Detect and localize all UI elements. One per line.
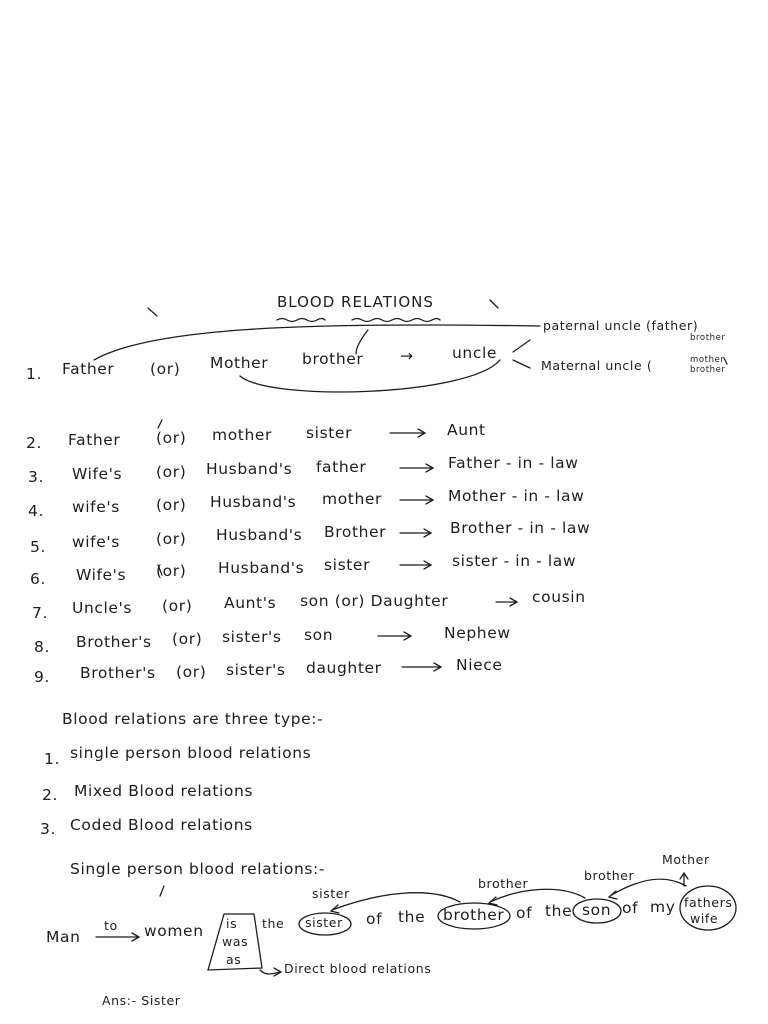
tick-person	[160, 886, 164, 896]
paternal-uncle: paternal uncle (father)	[543, 318, 699, 333]
row1-or: (or)	[150, 360, 181, 378]
maternal-note-2: brother	[690, 365, 726, 375]
word-the-1: the	[262, 916, 285, 931]
row-term-c: Aunt's	[224, 594, 277, 612]
man-to-arrow	[96, 933, 139, 941]
row-term-c: Husband's	[210, 493, 297, 511]
word-women: women	[144, 922, 204, 940]
row1-uncle: uncle	[452, 344, 498, 362]
branch-down	[513, 360, 530, 368]
row-number: 9.	[34, 668, 50, 686]
label-mother: Mother	[662, 852, 710, 867]
row-number: 6.	[30, 570, 46, 588]
label-brother-2: brother	[584, 868, 635, 883]
row-term-d: sister	[324, 556, 371, 574]
row-term-or: (or)	[176, 663, 207, 681]
word-of-3: of	[622, 899, 639, 917]
row-term-a: Brother's	[76, 633, 152, 651]
title-underline	[277, 319, 440, 322]
row-term-a: Father	[68, 431, 121, 449]
row-term-or: (or)	[156, 496, 187, 514]
row-term-d: Brother	[324, 523, 387, 541]
type-number: 2.	[42, 786, 58, 804]
word-brother: brother	[443, 906, 505, 924]
row-term-d: mother	[322, 490, 382, 508]
row-number: 5.	[30, 538, 46, 556]
row-term-d: sister	[306, 424, 353, 442]
row1-arrow: →	[400, 347, 414, 365]
row-term-a: Wife's	[76, 566, 127, 584]
row-term-c: Husband's	[206, 460, 293, 478]
row1-brother: brother	[302, 350, 364, 368]
word-my: my	[650, 898, 676, 916]
row-term-c: Husband's	[216, 526, 303, 544]
single-heading: Single person blood relations:-	[70, 860, 326, 878]
row-term-a: Wife's	[72, 465, 123, 483]
row-term-d: son (or) Daughter	[300, 592, 449, 610]
word-of-2: of	[516, 904, 533, 922]
paternal-note: brother	[690, 333, 726, 343]
word-son: son	[582, 901, 612, 919]
word-the-3: the	[545, 902, 573, 920]
row-number: 7.	[32, 604, 48, 622]
row-term-a: Uncle's	[72, 599, 133, 617]
row-term-a: wife's	[72, 533, 120, 551]
branch-up	[513, 340, 530, 352]
type-text: single person blood relations	[70, 744, 312, 762]
row-term-c: sister's	[226, 661, 286, 679]
label-sister: sister	[312, 886, 350, 901]
row-term-d: son	[304, 626, 334, 644]
row-term-c: sister's	[222, 628, 282, 646]
tick-mark-left	[148, 308, 157, 316]
row-term-or: (or)	[162, 597, 193, 615]
type-text: Coded Blood relations	[70, 816, 253, 834]
row-result: Mother - in - law	[448, 487, 585, 505]
row-term-or: (or)	[172, 630, 203, 648]
word-the-2: the	[398, 908, 426, 926]
type-number: 3.	[40, 820, 56, 838]
row-term-a: Brother's	[80, 664, 156, 682]
row-term-or: (or)	[156, 562, 187, 580]
row1-father: Father	[62, 360, 115, 378]
row-term-d: daughter	[306, 659, 382, 677]
type-text: Mixed Blood relations	[74, 782, 254, 800]
row-result: Aunt	[447, 421, 486, 439]
type-number: 1.	[44, 750, 60, 768]
row-number: 2.	[26, 434, 42, 452]
arrow-brother-sister	[331, 893, 460, 913]
row-term-c: mother	[212, 426, 272, 444]
row-result: Niece	[456, 656, 503, 674]
direct-blood-relations: Direct blood relations	[284, 961, 432, 976]
row-number: 3.	[28, 468, 44, 486]
word-man: Man	[46, 928, 81, 946]
row-result: Brother - in - law	[450, 519, 591, 537]
word-wife: wife	[690, 911, 719, 926]
page-title: BLOOD RELATIONS	[277, 293, 434, 311]
direct-arrow	[260, 968, 281, 976]
word-is: is	[226, 916, 238, 931]
maternal-uncle: Maternal uncle (	[541, 358, 653, 373]
label-brother-1: brother	[478, 876, 529, 891]
row-number: 1.	[26, 365, 42, 383]
row-result: Nephew	[444, 624, 511, 642]
arc-mother-to-maternal	[240, 360, 500, 392]
tick-row2	[158, 420, 162, 428]
row-result: sister - in - law	[452, 552, 577, 570]
tick-mark-right	[490, 300, 498, 308]
row-number: 8.	[34, 638, 50, 656]
word-fathers: fathers	[684, 895, 733, 910]
row-result: cousin	[532, 588, 586, 606]
row1-mother: Mother	[210, 354, 269, 372]
row-term-c: Husband's	[218, 559, 305, 577]
row-term-d: father	[316, 458, 367, 476]
row-term-or: (or)	[156, 429, 187, 447]
word-of-1: of	[366, 910, 383, 928]
row-number: 4.	[28, 502, 44, 520]
row-result: Father - in - law	[448, 454, 579, 472]
word-to: to	[104, 918, 118, 933]
word-was: was	[222, 934, 249, 949]
answer: Ans:- Sister	[102, 993, 181, 1008]
maternal-note-1: mother	[690, 355, 725, 365]
row-term-or: (or)	[156, 463, 187, 481]
word-sister: sister	[305, 915, 343, 930]
row-term-a: wife's	[72, 498, 120, 516]
row-term-or: (or)	[156, 530, 187, 548]
types-heading: Blood relations are three type:-	[62, 710, 324, 728]
word-as: as	[226, 952, 242, 967]
